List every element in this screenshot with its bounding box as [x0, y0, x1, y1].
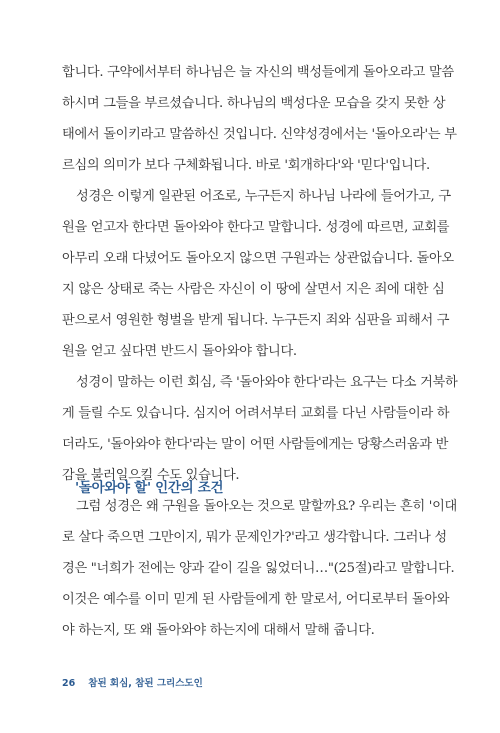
section-heading: '돌아와야 할' 인간의 조건 — [75, 480, 224, 496]
section-line: 경은 "너희가 전에는 양과 같이 길을 잃었더니…"(25절)라고 말합니다. — [62, 561, 455, 576]
body-line: 하시며 그들을 부르셨습니다. 하나님의 백성다운 모습을 갖지 못한 상 — [62, 96, 446, 111]
body-line: 르심의 의미가 보다 구체화됩니다. 바로 '회개하다'와 '믿다'입니다. — [62, 158, 430, 173]
body-line: 태에서 돌이키라고 말씀하신 것입니다. 신약성경에서는 '돌아오라'는 부 — [62, 127, 457, 142]
page-footer — [62, 675, 203, 689]
body-line: 판으로서 영원한 형벌을 받게 됩니다. 누구든지 죄와 심판을 피해서 구 — [62, 313, 450, 328]
body-line: 더라도, '돌아와야 한다'라는 말이 어떤 사람들에게는 당황스러움과 반 — [62, 437, 449, 452]
body-line: 원을 얻고자 한다면 돌아와야 한다고 말합니다. 성경에 따르면, 교회를 — [62, 220, 450, 235]
body-line: 성경이 말하는 이런 회심, 즉 '돌아와야 한다'라는 요구는 다소 거북하 — [76, 375, 458, 390]
section-line: 그럼 성경은 왜 구원을 돌아오는 것으로 말할까요? 우리는 흔히 '이대 — [76, 499, 457, 514]
running-title: 참된 회심, 참된 그리스도인 — [88, 678, 203, 689]
section-line: 야 하는지, 또 왜 돌아와야 하는지에 대해서 말해 줍니다. — [62, 623, 375, 638]
body-line: 아무리 오래 다녔어도 돌아오지 않으면 구원과는 상관없습니다. 돌아오 — [62, 251, 454, 266]
section-line: 이것은 예수를 이미 믿게 된 사람들에게 한 말로서, 어디로부터 돌아와 — [62, 592, 450, 607]
body-line: 감을 불러일으킬 수도 있습니다. — [62, 468, 240, 483]
body-line: 원을 얻고 싶다면 반드시 돌아와야 합니다. — [62, 344, 297, 359]
page-number: 26 — [62, 678, 76, 689]
body-line: 합니다. 구약에서부터 하나님은 늘 자신의 백성들에게 돌아오라고 말씀 — [62, 65, 454, 80]
body-text-block — [62, 57, 458, 491]
section-text-block — [62, 491, 457, 646]
section-line: 로 살다 죽으면 그만이지, 뭐가 문제인가?'라고 생각합니다. 그러나 성 — [62, 530, 447, 545]
body-line: 성경은 이렇게 일관된 어조로, 누구든지 하나님 나라에 들어가고, 구 — [76, 189, 451, 204]
body-line: 지 않은 상태로 죽는 사람은 자신이 이 땅에 살면서 지은 죄에 대한 심 — [62, 282, 445, 297]
body-line: 게 들릴 수도 있습니다. 심지어 어려서부터 교회를 다닌 사람들이라 하 — [62, 406, 450, 421]
